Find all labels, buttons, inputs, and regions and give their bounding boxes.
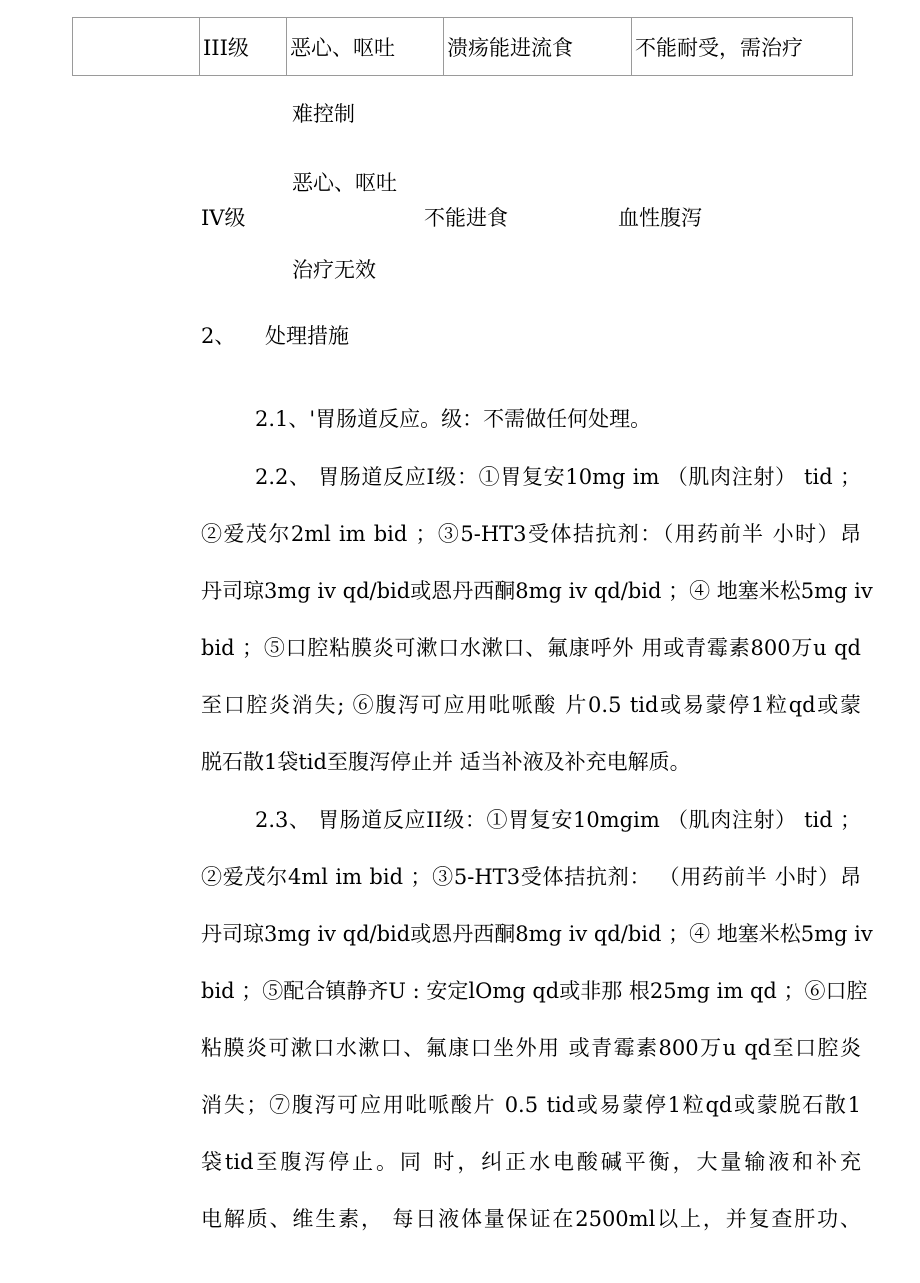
table-row: [73, 18, 853, 76]
paragraph-2-3-line: 2.3、 胃肠道反应II级：①胃复安10mgim （肌肉注射） tid ；: [255, 808, 861, 832]
paragraph-2-3-line: 粘膜炎可漱口水漱口、氟康口坐外用 或青霉素800万u qd至口腔炎: [201, 1036, 861, 1060]
table-cell-symptom: 恶心、呕吐: [287, 18, 444, 76]
section-number: 2、: [201, 324, 236, 348]
paragraph-2-2-line: ②爱茂尔2ml im bid ；③5-HT3受体拮抗剂：（用药前半 小时）昂: [201, 522, 861, 546]
paragraph-2-2-line: 至口腔炎消失; ⑥腹泻可应用吡哌酸 片0.5 tid或易蒙停1粒qd或蒙: [201, 693, 861, 717]
grade-iv-diarrhea: 血性腹泻: [618, 206, 702, 230]
hard-to-control-text: 难控制: [292, 102, 355, 126]
grade-iv-symptom: 恶心、呕吐: [292, 171, 397, 195]
paragraph-2-2-line: bid ；⑤口腔粘膜炎可漱口水漱口、氟康呼外 用或青霉素800万u qd: [201, 636, 861, 660]
paragraph-2-3-line: 丹司琼3mg iv qd/bid或恩丹西酮8mg iv qd/bid ；④ 地塞米松5mg iv: [201, 922, 873, 946]
table-cell-diarrhea: 不能耐受，需治疗: [632, 18, 853, 76]
grade-table: [72, 17, 853, 76]
paragraph-2-3-line: 消失；⑦腹泻可应用吡哌酸片 0.5 tid或易蒙停1粒qd或蒙脱石散1: [201, 1093, 861, 1117]
paragraph-2-3-line: 袋tid至腹泻停止。同 时，纠正水电酸碱平衡，大量输液和补充: [201, 1150, 861, 1174]
grade-iv-treatment: 治疗无效: [292, 258, 376, 282]
table-cell-diet: 溃疡能进流食: [444, 18, 632, 76]
grade-iv-label: IV级: [201, 206, 246, 230]
paragraph-2-2-line: 丹司琼3mg iv qd/bid或恩丹西酮8mg iv qd/bid ；④ 地塞米松5mg iv: [201, 579, 873, 603]
paragraph-2-3-line: 电解质、维生素， 每日液体量保证在2500ml以上，并复查肝功、: [201, 1207, 861, 1231]
paragraph-2-3-line: ②爱茂尔4ml im bid ；③5-HT3受体拮抗剂： （用药前半 小时）昂: [201, 865, 861, 889]
table-cell-grade: III级: [200, 18, 287, 76]
section-title: 处理措施: [265, 324, 349, 348]
item-2-1: 2.1、'胃肠道反应。级：不需做任何处理。: [255, 407, 652, 431]
grade-iv-diet: 不能进食: [424, 206, 508, 230]
paragraph-2-3-line: bid ；⑤配合镇静齐U : 安定lOmg qd或非那 根25mg im qd ；⑥口腔: [201, 979, 868, 1003]
paragraph-2-2-line: 脱石散1袋tid至腹泻停止并 适当补液及补充电解质。: [201, 750, 691, 774]
table-cell-empty: [73, 18, 200, 76]
paragraph-2-2-line: 2.2、 胃肠道反应I级：①胃复安10mg im （肌肉注射） tid ；: [255, 465, 861, 489]
